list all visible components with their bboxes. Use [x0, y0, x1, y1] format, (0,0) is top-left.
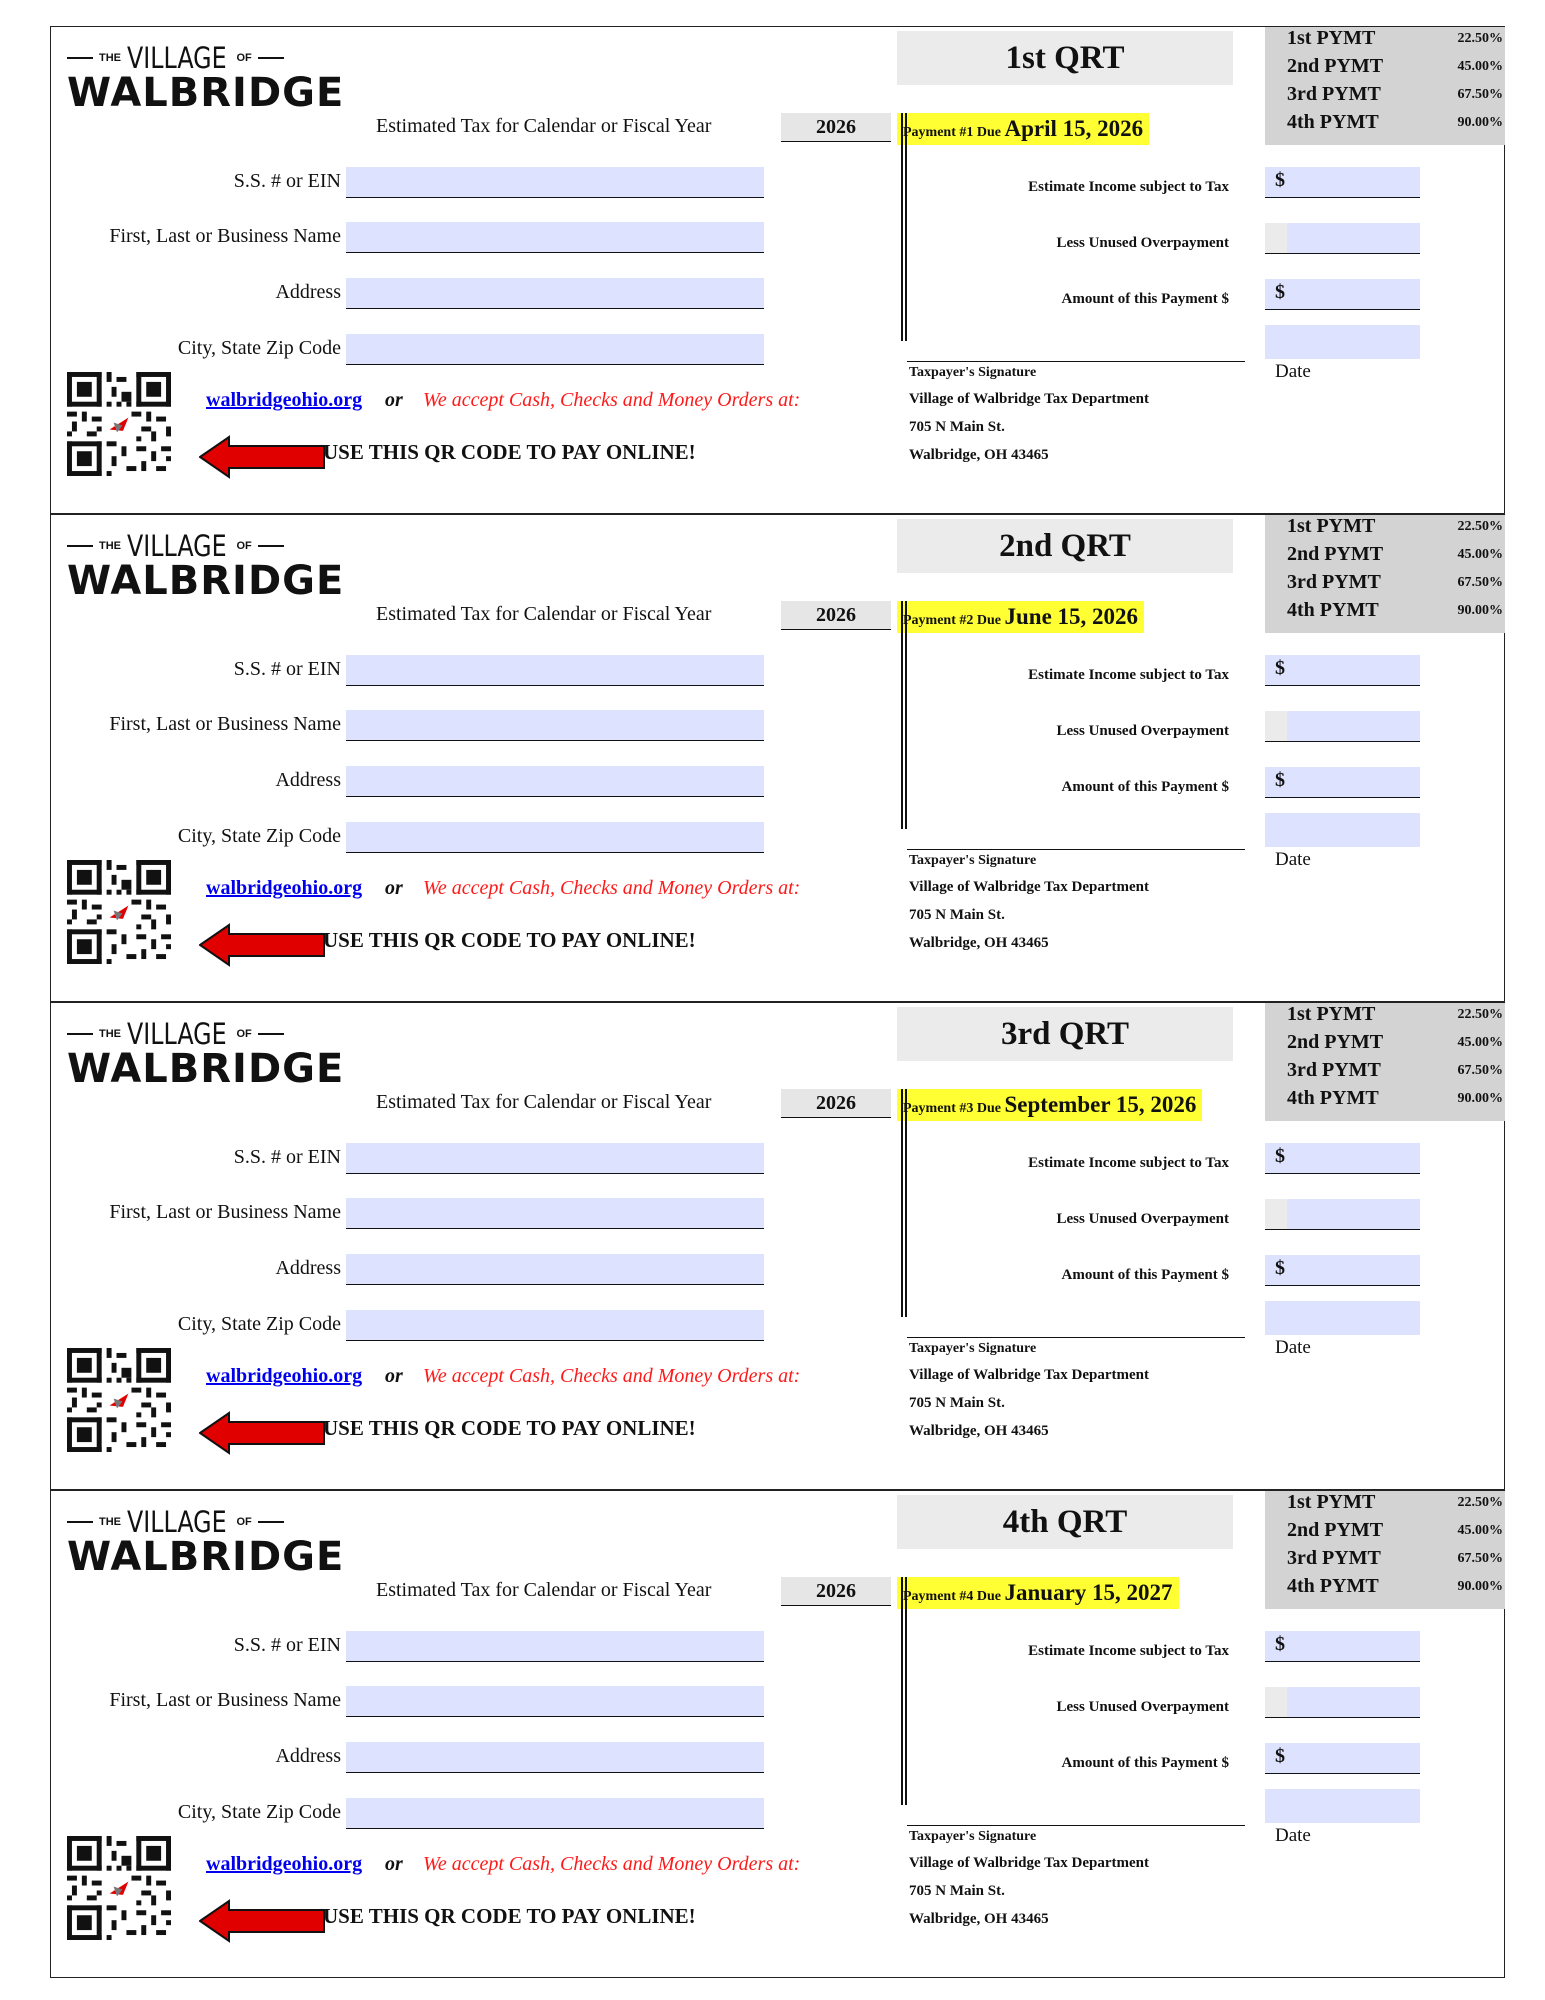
payment-voucher-1	[50, 26, 1505, 514]
schedule-row: 4th PYMT 90.00%	[1287, 111, 1503, 133]
name-input[interactable]	[346, 710, 764, 741]
schedule-row: 1st PYMT 22.50%	[1287, 1491, 1503, 1513]
name-input[interactable]	[346, 222, 764, 253]
address-label: Address	[275, 1745, 341, 1767]
estimate-income-label: Estimate Income subject to Tax	[1028, 1643, 1229, 1659]
payment-amount-input[interactable]: $	[1265, 279, 1420, 310]
schedule-row: 4th PYMT 90.00%	[1287, 599, 1503, 621]
payment-amount-input[interactable]: $	[1265, 1743, 1420, 1774]
payment-methods-text: We accept Cash, Checks and Money Orders at:	[423, 389, 801, 411]
payment-methods-text: We accept Cash, Checks and Money Orders at:	[423, 877, 801, 899]
or-text: or	[385, 389, 403, 411]
qr-code-icon[interactable]	[67, 1836, 171, 1940]
name-label: First, Last or Business Name	[109, 1689, 341, 1711]
estimated-tax-label: Estimated Tax for Calendar or Fiscal Year	[376, 603, 712, 625]
date-label: Date	[1275, 849, 1311, 870]
name-label: First, Last or Business Name	[109, 1201, 341, 1223]
due-prefix: Payment #3 Due	[903, 1101, 1005, 1116]
address-label: Address	[275, 281, 341, 303]
city-state-zip-input[interactable]	[346, 1310, 764, 1341]
arrow-left-icon	[199, 435, 325, 479]
quarter-title: 1st QRT	[897, 31, 1233, 85]
or-text: or	[385, 877, 403, 899]
payment-schedule-table	[1265, 1003, 1505, 1121]
qr-instruction-text: USE THIS QR CODE TO PAY ONLINE!	[323, 1416, 696, 1440]
signature-label: Taxpayer's Signature	[909, 1829, 1037, 1844]
date-input[interactable]	[1265, 813, 1420, 847]
tax-dept-street: 705 N Main St.	[909, 907, 1005, 923]
schedule-row: 2nd PYMT 45.00%	[1287, 1031, 1503, 1053]
estimate-income-input[interactable]: $	[1265, 655, 1420, 686]
section-divider	[901, 1577, 907, 1805]
signature-label: Taxpayer's Signature	[909, 853, 1037, 868]
website-link[interactable]: walbridgeohio.org	[206, 389, 363, 411]
payment-schedule-table	[1265, 1491, 1505, 1609]
payment-amount-label: Amount of this Payment $	[1061, 1267, 1229, 1283]
due-prefix: Payment #1 Due	[903, 125, 1005, 140]
estimate-income-input[interactable]: $	[1265, 1631, 1420, 1662]
arrow-left-icon	[199, 923, 325, 967]
arrow-left-icon	[199, 1411, 325, 1455]
estimate-income-input[interactable]: $	[1265, 1143, 1420, 1174]
estimate-income-label: Estimate Income subject to Tax	[1028, 667, 1229, 683]
estimate-income-input[interactable]: $	[1265, 167, 1420, 198]
or-text: or	[385, 1853, 403, 1875]
ssn-ein-input[interactable]	[346, 655, 764, 686]
name-input[interactable]	[346, 1686, 764, 1717]
overpayment-input[interactable]	[1265, 711, 1420, 742]
logo-the-text: THE	[99, 540, 121, 552]
logo-the-text: THE	[99, 1516, 121, 1528]
payment-amount-label: Amount of this Payment $	[1061, 291, 1229, 307]
due-date: September 15, 2026	[1004, 1092, 1197, 1117]
quarter-title: 4th QRT	[897, 1495, 1233, 1549]
tax-dept-street: 705 N Main St.	[909, 1883, 1005, 1899]
schedule-row: 1st PYMT 22.50%	[1287, 515, 1503, 537]
overpayment-input[interactable]	[1265, 1199, 1420, 1230]
overpayment-input[interactable]	[1265, 1687, 1420, 1718]
payment-amount-label: Amount of this Payment $	[1061, 779, 1229, 795]
city-state-zip-input[interactable]	[346, 334, 764, 365]
or-text: or	[385, 1365, 403, 1387]
qr-instruction-text: USE THIS QR CODE TO PAY ONLINE!	[323, 928, 696, 952]
payment-amount-input[interactable]: $	[1265, 767, 1420, 798]
tax-dept-name: Village of Walbridge Tax Department	[909, 391, 1149, 407]
arrow-left-icon	[199, 1899, 325, 1943]
tax-year-field[interactable]: 2026	[781, 113, 891, 142]
walbridge-logo	[67, 1017, 345, 1092]
tax-year-field[interactable]: 2026	[781, 1089, 891, 1118]
tax-dept-city: Walbridge, OH 43465	[909, 1423, 1049, 1439]
estimate-income-label: Estimate Income subject to Tax	[1028, 179, 1229, 195]
tax-dept-name: Village of Walbridge Tax Department	[909, 1367, 1149, 1383]
address-input[interactable]	[346, 278, 764, 309]
due-prefix: Payment #4 Due	[903, 1589, 1005, 1604]
schedule-row: 3rd PYMT 67.50%	[1287, 1059, 1503, 1081]
estimated-tax-label: Estimated Tax for Calendar or Fiscal Year	[376, 1579, 712, 1601]
section-divider	[901, 601, 907, 829]
signature-label: Taxpayer's Signature	[909, 365, 1037, 380]
payment-due-banner	[897, 1089, 1202, 1121]
city-state-zip-label: City, State Zip Code	[177, 825, 341, 847]
address-input[interactable]	[346, 766, 764, 797]
estimate-income-label: Estimate Income subject to Tax	[1028, 1155, 1229, 1171]
schedule-row: 3rd PYMT 67.50%	[1287, 1547, 1503, 1569]
website-link[interactable]: walbridgeohio.org	[206, 1853, 363, 1875]
signature-label: Taxpayer's Signature	[909, 1341, 1037, 1356]
tax-dept-city: Walbridge, OH 43465	[909, 1911, 1049, 1927]
section-divider	[901, 113, 907, 341]
date-input[interactable]	[1265, 1301, 1420, 1335]
schedule-row: 2nd PYMT 45.00%	[1287, 543, 1503, 565]
name-label: First, Last or Business Name	[109, 713, 341, 735]
date-input[interactable]	[1265, 325, 1420, 359]
qr-code-icon[interactable]	[67, 372, 171, 476]
qr-instruction-text: USE THIS QR CODE TO PAY ONLINE!	[323, 440, 696, 464]
due-date: April 15, 2026	[1004, 116, 1144, 141]
logo-name-text: WALBRIDGE	[67, 70, 345, 116]
schedule-row: 2nd PYMT 45.00%	[1287, 1519, 1503, 1541]
payment-amount-input[interactable]: $	[1265, 1255, 1420, 1286]
estimated-tax-label: Estimated Tax for Calendar or Fiscal Year	[376, 115, 712, 137]
overpayment-input[interactable]	[1265, 223, 1420, 254]
tax-dept-name: Village of Walbridge Tax Department	[909, 1855, 1149, 1871]
website-link[interactable]: walbridgeohio.org	[206, 877, 363, 899]
ssn-label: S.S. # or EIN	[233, 658, 341, 680]
tax-dept-city: Walbridge, OH 43465	[909, 935, 1049, 951]
overpayment-label: Less Unused Overpayment	[1056, 1699, 1229, 1715]
walbridge-logo	[67, 41, 345, 116]
logo-the-text: THE	[99, 1028, 121, 1040]
logo-name-text: WALBRIDGE	[67, 1046, 345, 1092]
payment-amount-label: Amount of this Payment $	[1061, 1755, 1229, 1771]
payment-due-banner	[897, 601, 1144, 633]
qr-instruction-text: USE THIS QR CODE TO PAY ONLINE!	[323, 1904, 696, 1928]
walbridge-logo	[67, 1505, 345, 1580]
ssn-label: S.S. # or EIN	[233, 1146, 341, 1168]
qr-code-icon[interactable]	[67, 860, 171, 964]
logo-village-text: VILLAGE	[127, 1017, 227, 1051]
ssn-ein-input[interactable]	[346, 167, 764, 198]
payment-schedule-table	[1265, 27, 1505, 145]
due-prefix: Payment #2 Due	[903, 613, 1005, 628]
date-label: Date	[1275, 1337, 1311, 1358]
schedule-row: 4th PYMT 90.00%	[1287, 1087, 1503, 1109]
schedule-row: 1st PYMT 22.50%	[1287, 27, 1503, 49]
schedule-row: 1st PYMT 22.50%	[1287, 1003, 1503, 1025]
schedule-row: 4th PYMT 90.00%	[1287, 1575, 1503, 1597]
tax-dept-city: Walbridge, OH 43465	[909, 447, 1049, 463]
address-input[interactable]	[346, 1742, 764, 1773]
city-state-zip-label: City, State Zip Code	[177, 1801, 341, 1823]
ssn-label: S.S. # or EIN	[233, 1634, 341, 1656]
signature-line[interactable]	[907, 1337, 1245, 1338]
tax-dept-street: 705 N Main St.	[909, 419, 1005, 435]
due-date: January 15, 2027	[1004, 1580, 1173, 1605]
logo-name-text: WALBRIDGE	[67, 558, 345, 604]
logo-village-text: VILLAGE	[127, 529, 227, 563]
name-label: First, Last or Business Name	[109, 225, 341, 247]
logo-village-text: VILLAGE	[127, 41, 227, 75]
tax-year-field[interactable]: 2026	[781, 1577, 891, 1606]
overpayment-label: Less Unused Overpayment	[1056, 235, 1229, 251]
logo-of-text: OF	[236, 1516, 252, 1528]
due-date: June 15, 2026	[1004, 604, 1139, 629]
schedule-row: 3rd PYMT 67.50%	[1287, 571, 1503, 593]
signature-line[interactable]	[907, 361, 1245, 362]
logo-of-text: OF	[236, 52, 252, 64]
tax-year-field[interactable]: 2026	[781, 601, 891, 630]
ssn-ein-input[interactable]	[346, 1143, 764, 1174]
quarter-title: 3rd QRT	[897, 1007, 1233, 1061]
signature-line[interactable]	[907, 1825, 1245, 1826]
payment-methods-text: We accept Cash, Checks and Money Orders at:	[423, 1365, 801, 1387]
quarter-title: 2nd QRT	[897, 519, 1233, 573]
schedule-row: 3rd PYMT 67.50%	[1287, 83, 1503, 105]
schedule-row: 2nd PYMT 45.00%	[1287, 55, 1503, 77]
payment-voucher-4	[50, 1490, 1505, 1978]
tax-dept-name: Village of Walbridge Tax Department	[909, 879, 1149, 895]
ssn-label: S.S. # or EIN	[233, 170, 341, 192]
logo-of-text: OF	[236, 540, 252, 552]
website-link[interactable]: walbridgeohio.org	[206, 1365, 363, 1387]
logo-village-text: VILLAGE	[127, 1505, 227, 1539]
city-state-zip-input[interactable]	[346, 822, 764, 853]
logo-of-text: OF	[236, 1028, 252, 1040]
walbridge-logo	[67, 529, 345, 604]
name-input[interactable]	[346, 1198, 764, 1229]
city-state-zip-label: City, State Zip Code	[177, 1313, 341, 1335]
ssn-ein-input[interactable]	[346, 1631, 764, 1662]
address-input[interactable]	[346, 1254, 764, 1285]
address-label: Address	[275, 1257, 341, 1279]
city-state-zip-input[interactable]	[346, 1798, 764, 1829]
section-divider	[901, 1089, 907, 1317]
qr-code-icon[interactable]	[67, 1348, 171, 1452]
tax-dept-street: 705 N Main St.	[909, 1395, 1005, 1411]
signature-line[interactable]	[907, 849, 1245, 850]
overpayment-label: Less Unused Overpayment	[1056, 723, 1229, 739]
payment-due-banner	[897, 113, 1149, 145]
logo-name-text: WALBRIDGE	[67, 1534, 345, 1580]
overpayment-label: Less Unused Overpayment	[1056, 1211, 1229, 1227]
address-label: Address	[275, 769, 341, 791]
payment-methods-text: We accept Cash, Checks and Money Orders at:	[423, 1853, 801, 1875]
payment-voucher-3	[50, 1002, 1505, 1490]
city-state-zip-label: City, State Zip Code	[177, 337, 341, 359]
logo-the-text: THE	[99, 52, 121, 64]
date-label: Date	[1275, 361, 1311, 382]
estimated-tax-label: Estimated Tax for Calendar or Fiscal Year	[376, 1091, 712, 1113]
date-input[interactable]	[1265, 1789, 1420, 1823]
date-label: Date	[1275, 1825, 1311, 1846]
payment-due-banner	[897, 1577, 1179, 1609]
payment-schedule-table	[1265, 515, 1505, 633]
payment-voucher-2	[50, 514, 1505, 1002]
